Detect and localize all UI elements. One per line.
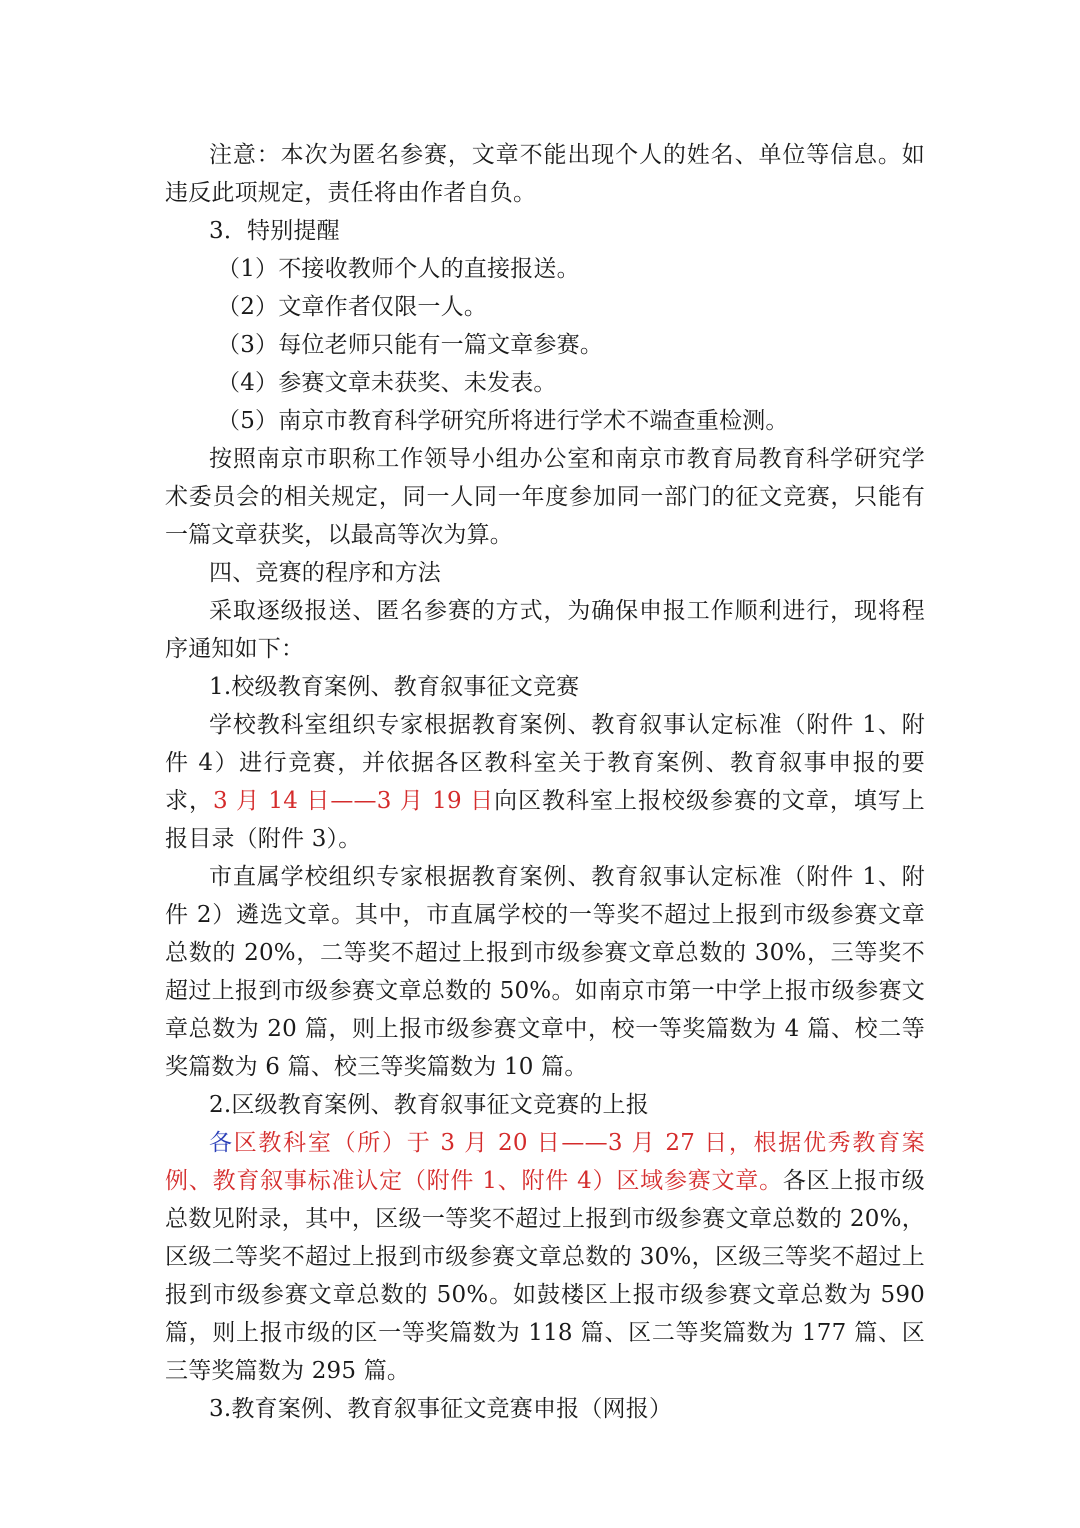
school-level-text-a: 学校教科室组织专家根据教育案例、教育叙事认定标准（附件 1、附件 4）进行竞赛，并依据各区教科室关于教育案例、教育叙事申报的要求， xyxy=(165,712,925,814)
subheading-school-level: 1.校级教育案例、教育叙事征文竞赛 xyxy=(209,674,580,700)
regulation-paragraph: 按照南京市职称工作领导小组办公室和南京市教育局教育科学研究学术委员会的相关规定，同一人同一年度参加同一部门的征文竞赛，只能有一篇文章获奖，以最高等次为算。 xyxy=(165,446,925,548)
reminder-item-1: （1）不接收教师个人的直接报送。 xyxy=(217,256,580,282)
procedure-intro-paragraph: 采取逐级报送、匿名参赛的方式，为确保申报工作顺利进行，现将程序通知如下： xyxy=(165,598,925,662)
district-level-text-a: 各 xyxy=(209,1130,234,1156)
reminder-item-5: （5）南京市教育科学研究所将进行学术不端查重检测。 xyxy=(217,408,789,434)
reminder-item-3: （3）每位老师只能有一篇文章参赛。 xyxy=(217,332,604,358)
school-level-paragraph xyxy=(165,706,925,858)
district-level-text-c: 各区上报市级总数见附录，其中，区级一等奖不超过上报到市级参赛文章总数的 20%，区级二等奖不超过上报到市级参赛文章总数的 30%，区级三等奖不超过上报到市级参赛文章总数的 50%。如鼓楼区上报市级参赛文章总数为 590 篇，则上报市级的区一等奖篇数为 118 篇、区二等奖篇数为 177 篇、区三等奖篇数为 295 篇。 xyxy=(165,1168,925,1384)
document-page xyxy=(165,136,925,1428)
district-level-highlight: 区教科室（所）于 3 月 20 日——3 月 27 日，根据优秀教育案例、教育叙事标准认定（附件 1、附件 4）区域参赛文章。 xyxy=(165,1130,925,1194)
reminder-item-4: （4）参赛文章未获奖、未发表。 xyxy=(217,370,557,396)
district-level-paragraph xyxy=(165,1124,925,1390)
reminder-item-2: （2）文章作者仅限一人。 xyxy=(217,294,488,320)
school-level-text-c: 向区教科室上报校级参赛的文章，填写上报目录（附件 3）。 xyxy=(165,788,925,852)
school-level-date-range: 3 月 14 日——3 月 19 日 xyxy=(212,788,495,814)
notice-paragraph: 注意：本次为匿名参赛，文章不能出现个人的姓名、单位等信息。如违反此项规定，责任将由作者自负。 xyxy=(165,142,925,206)
section-heading-procedure: 四、竞赛的程序和方法 xyxy=(209,560,441,586)
subheading-online-submission: 3.教育案例、教育叙事征文竞赛申报（网报） xyxy=(209,1396,673,1422)
subheading-district-level: 2.区级教育案例、教育叙事征文竞赛的上报 xyxy=(209,1092,649,1118)
city-schools-paragraph: 市直属学校组织专家根据教育案例、教育叙事认定标准（附件 1、附件 2）遴选文章。其中，市直属学校的一等奖不超过上报到市级参赛文章总数的 20%，二等奖不超过上报到市级参赛文章总数的 30%，三等奖不超过上报到市级参赛文章总数的 50%。如南京市第一中学上报市级参赛文章总数为 20 篇，则上报市级参赛文章中，校一等奖篇数为 4 篇、校二等奖篇数为 6 篇、校三等奖篇数为 10 篇。 xyxy=(165,864,925,1080)
section-heading-special-reminder: 3．特别提醒 xyxy=(209,218,340,244)
